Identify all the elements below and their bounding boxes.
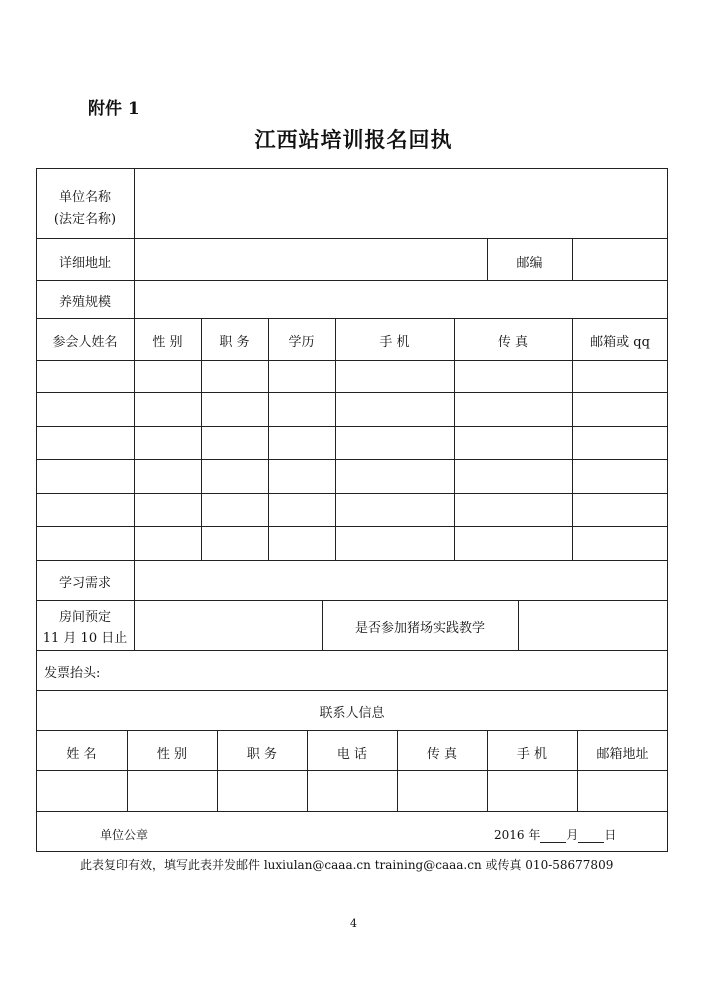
address-field[interactable]: [135, 239, 487, 280]
address-label: 详细地址: [58, 256, 111, 271]
contact-header-name: 姓 名: [66, 747, 97, 762]
unit-name-field[interactable]: [135, 169, 667, 238]
header-mobile: 手 机: [379, 335, 410, 350]
unit-seal-label: 单位公章: [100, 828, 149, 842]
attachment-label: 附件 1: [88, 99, 140, 119]
footer-note: 此表复印有效，填写此表并发邮件 luxiulan@caaa.cn training@caaa.cn 或传真 010-58677809: [80, 858, 614, 872]
header-gender: 性 别: [152, 335, 183, 350]
header-position: 职 务: [219, 335, 250, 350]
form-title: 江西站培训报名回执: [254, 127, 453, 152]
row-divider: [36, 770, 668, 771]
contact-header-position: 职 务: [246, 747, 278, 762]
contact-header-phone: 电 话: [336, 747, 368, 762]
invoice-label: 发票抬头:: [44, 666, 101, 681]
col-divider: [572, 318, 573, 560]
postcode-field[interactable]: [573, 239, 667, 280]
page-number: 4: [350, 917, 357, 930]
header-fax: 传 真: [497, 335, 529, 350]
unit-name-label: 单位名称: [58, 190, 111, 205]
day-blank[interactable]: [578, 830, 604, 843]
col-divider: [454, 318, 455, 560]
contact-header-fax: 传 真: [426, 747, 458, 762]
practice-field[interactable]: [519, 601, 667, 650]
row-divider: [36, 811, 668, 812]
postcode-label: 邮编: [516, 256, 543, 271]
col-divider: [335, 318, 336, 560]
row-divider: [36, 730, 668, 731]
col-divider: [268, 318, 269, 560]
col-divider: [201, 318, 202, 560]
practice-teaching-label: 是否参加猪场实践教学: [354, 621, 485, 636]
row-divider: [36, 392, 668, 393]
room-deadline-label: 11 月 10 日止: [42, 631, 128, 646]
header-email-qq: 邮箱或 qq: [590, 335, 650, 350]
signature-date: [494, 826, 616, 843]
header-participant-name: 参会人姓名: [52, 335, 118, 350]
row-divider: [36, 360, 668, 361]
month-blank[interactable]: [540, 830, 566, 843]
contact-header-email: 邮箱地址: [596, 747, 649, 762]
row-divider: [36, 459, 668, 460]
study-needs-label: 学习需求: [58, 576, 111, 591]
row-divider: [36, 526, 668, 527]
scale-field[interactable]: [135, 281, 667, 318]
row-divider: [36, 318, 668, 319]
row-divider: [36, 690, 668, 691]
date-day: 日: [604, 828, 617, 842]
date-year: 2016 年: [494, 828, 541, 842]
scale-label: 养殖规模: [58, 295, 111, 310]
contact-info-heading: 联系人信息: [319, 706, 385, 721]
room-booking-label: 房间预定: [58, 610, 111, 625]
invoice-field[interactable]: [120, 651, 667, 690]
unit-name-sublabel: (法定名称): [53, 212, 117, 227]
date-month: 月: [566, 828, 579, 842]
contact-header-gender: 性 别: [156, 747, 188, 762]
header-education: 学历: [288, 335, 315, 350]
contact-header-mobile: 手 机: [516, 747, 548, 762]
study-needs-field[interactable]: [135, 561, 667, 600]
room-booking-field[interactable]: [135, 601, 322, 650]
row-divider: [36, 426, 668, 427]
row-divider: [36, 493, 668, 494]
